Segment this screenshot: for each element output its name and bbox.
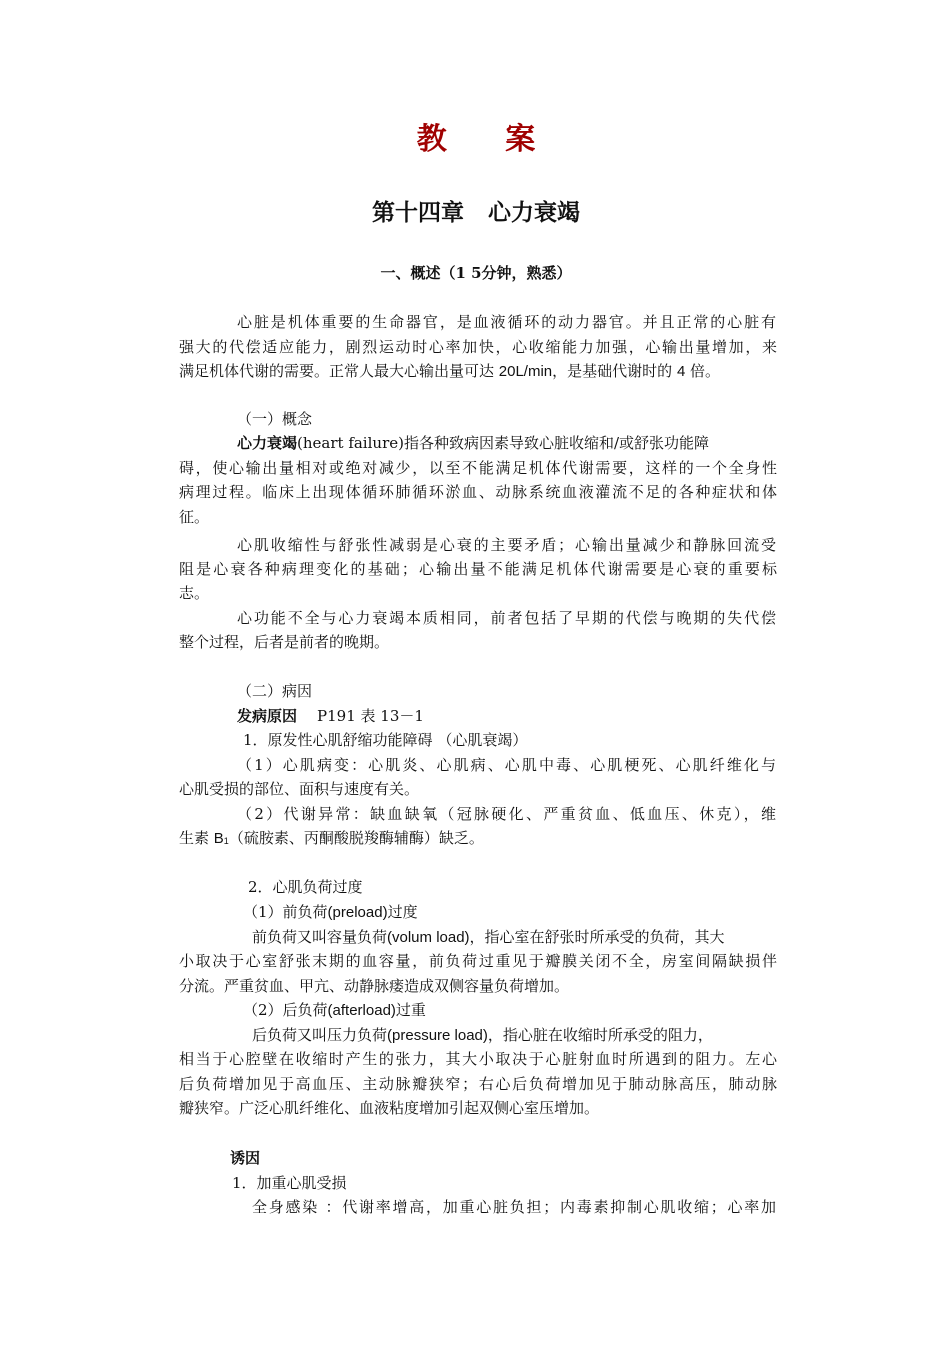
concept-para-1-line-3: 病理过程。临床上出现体循环肺循环淤血、动脉系统血液灌流不足的各种症状和体 bbox=[179, 483, 777, 501]
output-multiple: 4 bbox=[676, 363, 686, 380]
afterload-label: （2）后负荷 bbox=[243, 1001, 328, 1019]
concept-para-2-line-1: 心肌收缩性与舒张性减弱是心衰的主要矛盾；心输出量减少和静脉回流受 bbox=[237, 536, 776, 554]
concept-para-2-line-2: 阻是心衰各种病理变化的基础；心输出量不能满足机体代谢需要是心衰的重要标 bbox=[179, 560, 777, 578]
concept-para-1-line-4: 征。 bbox=[179, 508, 210, 526]
etiology-item-1-1-line-1: （1）心肌病变：心肌炎、心肌病、心肌中毒、心肌梗死、心肌纤维化与 bbox=[237, 756, 776, 774]
concept-heading: （一）概念 bbox=[237, 410, 313, 428]
intro-line-3 bbox=[179, 361, 720, 382]
afterload-para-line-1 bbox=[252, 1025, 713, 1046]
pressure-load-term: (pressure load) bbox=[387, 1027, 488, 1044]
afterload-text: 后负荷又叫压力负荷 bbox=[252, 1026, 388, 1044]
intro-text: 倍。 bbox=[685, 362, 721, 380]
etiology-item-1-2-line-2 bbox=[179, 828, 484, 852]
preload-heading bbox=[243, 902, 418, 923]
section-title: 一、概述（1 5分钟，熟悉） bbox=[380, 264, 572, 282]
document-title: 教 案 bbox=[416, 122, 560, 157]
preload-para-line-3: 分流。严重贫血、甲亢、动静脉瘘造成双侧容量负荷增加。 bbox=[179, 977, 570, 995]
vitamin-subscript: 1 bbox=[223, 836, 229, 846]
afterload-text: ，指心脏在收缩时所承受的阻力， bbox=[487, 1026, 713, 1044]
afterload-term: (afterload) bbox=[327, 1002, 396, 1019]
intro-line-2: 强大的代偿适应能力，剧烈运动时心率加快，心收缩能力加强，心输出量增加，来 bbox=[179, 338, 777, 356]
intro-line-1: 心脏是机体重要的生命器官，是血液循环的动力器官。并且正常的心脏有 bbox=[237, 313, 776, 331]
cause-line bbox=[237, 706, 424, 727]
triggers-item-1-line-1: 全身感染 ：代谢率增高，加重心脏负担；内毒素抑制心肌收缩；心率加 bbox=[252, 1198, 776, 1216]
etiology-heading: （二）病因 bbox=[237, 682, 313, 700]
afterload-heading bbox=[243, 1000, 426, 1021]
preload-suffix: 过度 bbox=[387, 903, 418, 921]
preload-para-line-2: 小取决于心室舒张末期的血容量，前负荷过重见于瓣膜关闭不全，房室间隔缺损伴 bbox=[179, 952, 777, 970]
etiology-item-1-1-line-2: 心肌受损的部位、面积与速度有关。 bbox=[179, 780, 420, 798]
max-cardiac-output: 20L/min bbox=[498, 363, 553, 380]
preload-text: ，指心室在舒张时所承受的负荷，其大 bbox=[469, 928, 725, 946]
vitamin-text: （硫胺素、丙酮酸脱羧酶辅酶）缺乏。 bbox=[228, 829, 484, 847]
etiology-item-2: 2．心肌负荷过度 bbox=[248, 878, 363, 896]
etiology-item-1-2-line-1: （2）代谢异常：缺血缺氧（冠脉硬化、严重贫血、低血压、休克），维 bbox=[237, 805, 776, 823]
volume-load-term: (volum load) bbox=[387, 929, 470, 946]
triggers-item-1: 1．加重心肌受损 bbox=[232, 1174, 347, 1192]
heart-failure-term: 心力衰竭 bbox=[237, 434, 298, 452]
vitamin-b: B bbox=[213, 830, 224, 847]
preload-label: （1）前负荷 bbox=[243, 903, 328, 921]
afterload-para-line-3: 后负荷增加见于高血压、主动脉瓣狭窄；右心后负荷增加见于肺动脉高压，肺动脉 bbox=[179, 1075, 777, 1093]
preload-para-line-1 bbox=[252, 927, 725, 948]
chapter-title: 第十四章 心力衰竭 bbox=[371, 199, 581, 226]
afterload-para-line-4: 瓣狭窄。广泛心肌纤维化、血液粘度增加引起双侧心室压增加。 bbox=[179, 1099, 600, 1117]
vitamin-text: 生素 bbox=[179, 829, 214, 847]
concept-para-3-line-2: 整个过程，后者是前者的晚期。 bbox=[179, 633, 390, 651]
concept-para-1-line-1 bbox=[237, 433, 709, 454]
preload-text: 前负荷又叫容量负荷 bbox=[252, 928, 388, 946]
afterload-suffix: 过重 bbox=[395, 1001, 426, 1019]
concept-definition: (heart failure)指各种致病因素导致心脏收缩和/或舒张功能障 bbox=[297, 434, 710, 452]
concept-para-3-line-1: 心功能不全与心力衰竭本质相同，前者包括了早期的代偿与晚期的失代偿 bbox=[237, 609, 776, 627]
cause-reference: P191 表 13－1 bbox=[317, 707, 424, 725]
preload-term: (preload) bbox=[327, 904, 388, 921]
afterload-para-line-2: 相当于心腔壁在收缩时产生的张力，其大小取决于心脏射血时所遇到的阻力。左心 bbox=[179, 1050, 777, 1068]
concept-para-2-line-3: 志。 bbox=[179, 584, 210, 602]
intro-text: 满足机体代谢的需要。正常人最大心输出量可达 bbox=[179, 362, 499, 380]
cause-label: 发病原因 bbox=[237, 707, 298, 725]
triggers-heading: 诱因 bbox=[230, 1149, 261, 1167]
concept-para-1-line-2: 碍，使心输出量相对或绝对减少，以至不能满足机体代谢需要，这样的一个全身性 bbox=[179, 459, 777, 477]
etiology-item-1: 1．原发性心肌舒缩功能障碍 （心肌衰竭） bbox=[243, 731, 528, 749]
intro-text: ，是基础代谢时的 bbox=[552, 362, 677, 380]
